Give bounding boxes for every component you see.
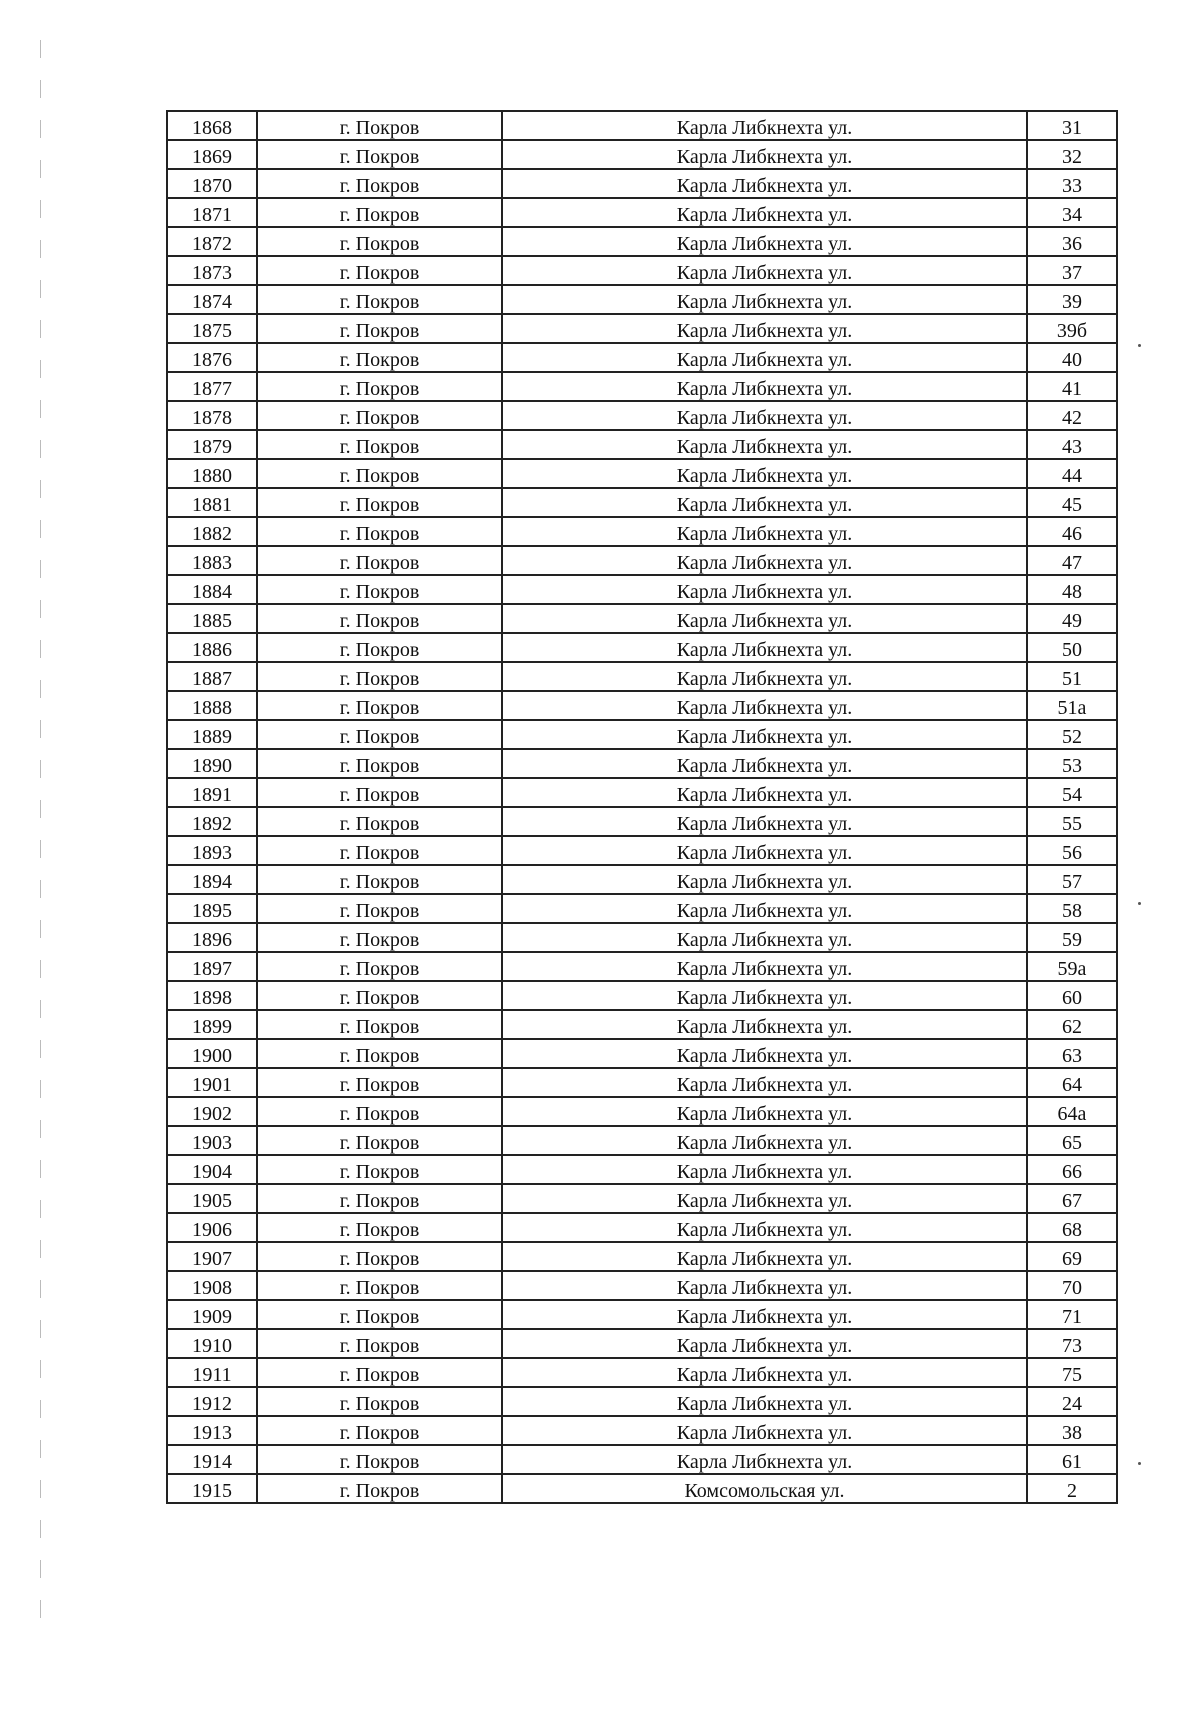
city-cell: г. Покров	[257, 459, 502, 488]
table-row	[167, 1039, 1117, 1068]
table-row	[167, 1010, 1117, 1039]
city-cell: г. Покров	[257, 720, 502, 749]
city-cell: г. Покров	[257, 140, 502, 169]
row-number-cell: 1910	[167, 1329, 257, 1358]
house-number-cell: 40	[1027, 343, 1117, 372]
row-number-cell: 1904	[167, 1155, 257, 1184]
street-cell: Карла Либкнехта ул.	[502, 1416, 1027, 1445]
row-number-cell: 1905	[167, 1184, 257, 1213]
street-cell: Карла Либкнехта ул.	[502, 169, 1027, 198]
house-number-cell: 2	[1027, 1474, 1117, 1503]
house-number-cell: 50	[1027, 633, 1117, 662]
street-cell: Карла Либкнехта ул.	[502, 343, 1027, 372]
street-cell: Карла Либкнехта ул.	[502, 1242, 1027, 1271]
row-number-cell: 1888	[167, 691, 257, 720]
street-cell: Карла Либкнехта ул.	[502, 1097, 1027, 1126]
table-row	[167, 981, 1117, 1010]
city-cell: г. Покров	[257, 1271, 502, 1300]
street-cell: Карла Либкнехта ул.	[502, 401, 1027, 430]
street-cell: Карла Либкнехта ул.	[502, 546, 1027, 575]
street-cell: Карла Либкнехта ул.	[502, 459, 1027, 488]
city-cell: г. Покров	[257, 662, 502, 691]
row-number-cell: 1877	[167, 372, 257, 401]
address-registry-table	[166, 110, 1118, 1504]
row-number-cell: 1915	[167, 1474, 257, 1503]
table-row	[167, 1097, 1117, 1126]
city-cell: г. Покров	[257, 749, 502, 778]
table-row	[167, 633, 1117, 662]
row-number-cell: 1884	[167, 575, 257, 604]
city-cell: г. Покров	[257, 1010, 502, 1039]
street-cell: Карла Либкнехта ул.	[502, 1300, 1027, 1329]
row-number-cell: 1914	[167, 1445, 257, 1474]
house-number-cell: 64	[1027, 1068, 1117, 1097]
city-cell: г. Покров	[257, 923, 502, 952]
table-row	[167, 285, 1117, 314]
street-cell: Карла Либкнехта ул.	[502, 1271, 1027, 1300]
table-row	[167, 343, 1117, 372]
house-number-cell: 39б	[1027, 314, 1117, 343]
table-row	[167, 1329, 1117, 1358]
house-number-cell: 58	[1027, 894, 1117, 923]
house-number-cell: 54	[1027, 778, 1117, 807]
row-number-cell: 1886	[167, 633, 257, 662]
row-number-cell: 1898	[167, 981, 257, 1010]
table-body	[167, 111, 1117, 1503]
scan-speck	[1138, 902, 1141, 905]
street-cell: Карла Либкнехта ул.	[502, 314, 1027, 343]
city-cell: г. Покров	[257, 1242, 502, 1271]
street-cell: Карла Либкнехта ул.	[502, 227, 1027, 256]
city-cell: г. Покров	[257, 807, 502, 836]
city-cell: г. Покров	[257, 198, 502, 227]
city-cell: г. Покров	[257, 1039, 502, 1068]
row-number-cell: 1885	[167, 604, 257, 633]
street-cell: Карла Либкнехта ул.	[502, 1358, 1027, 1387]
house-number-cell: 73	[1027, 1329, 1117, 1358]
table-row	[167, 1155, 1117, 1184]
row-number-cell: 1882	[167, 517, 257, 546]
table-row	[167, 807, 1117, 836]
house-number-cell: 70	[1027, 1271, 1117, 1300]
row-number-cell: 1895	[167, 894, 257, 923]
house-number-cell: 67	[1027, 1184, 1117, 1213]
table-row	[167, 894, 1117, 923]
street-cell: Карла Либкнехта ул.	[502, 1184, 1027, 1213]
table-row	[167, 691, 1117, 720]
scan-speck	[1138, 344, 1141, 347]
table-row	[167, 256, 1117, 285]
row-number-cell: 1878	[167, 401, 257, 430]
city-cell: г. Покров	[257, 343, 502, 372]
city-cell: г. Покров	[257, 488, 502, 517]
city-cell: г. Покров	[257, 604, 502, 633]
street-cell: Карла Либкнехта ул.	[502, 111, 1027, 140]
city-cell: г. Покров	[257, 1184, 502, 1213]
row-number-cell: 1897	[167, 952, 257, 981]
city-cell: г. Покров	[257, 778, 502, 807]
table-row	[167, 865, 1117, 894]
house-number-cell: 68	[1027, 1213, 1117, 1242]
row-number-cell: 1870	[167, 169, 257, 198]
street-cell: Карла Либкнехта ул.	[502, 285, 1027, 314]
table-row	[167, 720, 1117, 749]
street-cell: Карла Либкнехта ул.	[502, 488, 1027, 517]
city-cell: г. Покров	[257, 1445, 502, 1474]
row-number-cell: 1907	[167, 1242, 257, 1271]
table-row	[167, 575, 1117, 604]
house-number-cell: 47	[1027, 546, 1117, 575]
city-cell: г. Покров	[257, 1097, 502, 1126]
street-cell: Карла Либкнехта ул.	[502, 720, 1027, 749]
city-cell: г. Покров	[257, 894, 502, 923]
street-cell: Карла Либкнехта ул.	[502, 1155, 1027, 1184]
row-number-cell: 1911	[167, 1358, 257, 1387]
table-row	[167, 836, 1117, 865]
street-cell: Карла Либкнехта ул.	[502, 1039, 1027, 1068]
city-cell: г. Покров	[257, 575, 502, 604]
house-number-cell: 59a	[1027, 952, 1117, 981]
house-number-cell: 41	[1027, 372, 1117, 401]
row-number-cell: 1872	[167, 227, 257, 256]
table-row	[167, 430, 1117, 459]
row-number-cell: 1909	[167, 1300, 257, 1329]
table-row	[167, 546, 1117, 575]
street-cell: Карла Либкнехта ул.	[502, 633, 1027, 662]
table-row	[167, 1358, 1117, 1387]
house-number-cell: 51	[1027, 662, 1117, 691]
scan-margin-artifact	[40, 40, 41, 1640]
house-number-cell: 65	[1027, 1126, 1117, 1155]
street-cell: Карла Либкнехта ул.	[502, 807, 1027, 836]
table-row	[167, 952, 1117, 981]
row-number-cell: 1869	[167, 140, 257, 169]
table-row	[167, 169, 1117, 198]
table-row	[167, 111, 1117, 140]
street-cell: Карла Либкнехта ул.	[502, 604, 1027, 633]
street-cell: Карла Либкнехта ул.	[502, 256, 1027, 285]
house-number-cell: 37	[1027, 256, 1117, 285]
city-cell: г. Покров	[257, 1213, 502, 1242]
house-number-cell: 32	[1027, 140, 1117, 169]
row-number-cell: 1900	[167, 1039, 257, 1068]
city-cell: г. Покров	[257, 285, 502, 314]
house-number-cell: 38	[1027, 1416, 1117, 1445]
house-number-cell: 61	[1027, 1445, 1117, 1474]
house-number-cell: 56	[1027, 836, 1117, 865]
table-row	[167, 372, 1117, 401]
house-number-cell: 39	[1027, 285, 1117, 314]
row-number-cell: 1896	[167, 923, 257, 952]
street-cell: Карла Либкнехта ул.	[502, 430, 1027, 459]
city-cell: г. Покров	[257, 836, 502, 865]
row-number-cell: 1871	[167, 198, 257, 227]
house-number-cell: 52	[1027, 720, 1117, 749]
table-row	[167, 140, 1117, 169]
city-cell: г. Покров	[257, 169, 502, 198]
row-number-cell: 1881	[167, 488, 257, 517]
street-cell: Карла Либкнехта ул.	[502, 1387, 1027, 1416]
street-cell: Карла Либкнехта ул.	[502, 836, 1027, 865]
row-number-cell: 1874	[167, 285, 257, 314]
row-number-cell: 1883	[167, 546, 257, 575]
house-number-cell: 43	[1027, 430, 1117, 459]
table-row	[167, 459, 1117, 488]
house-number-cell: 45	[1027, 488, 1117, 517]
house-number-cell: 36	[1027, 227, 1117, 256]
row-number-cell: 1891	[167, 778, 257, 807]
row-number-cell: 1876	[167, 343, 257, 372]
street-cell: Карла Либкнехта ул.	[502, 1068, 1027, 1097]
row-number-cell: 1906	[167, 1213, 257, 1242]
house-number-cell: 60	[1027, 981, 1117, 1010]
table-row	[167, 198, 1117, 227]
house-number-cell: 42	[1027, 401, 1117, 430]
street-cell: Карла Либкнехта ул.	[502, 372, 1027, 401]
street-cell: Карла Либкнехта ул.	[502, 894, 1027, 923]
table-row	[167, 1445, 1117, 1474]
city-cell: г. Покров	[257, 401, 502, 430]
table-row	[167, 662, 1117, 691]
row-number-cell: 1890	[167, 749, 257, 778]
street-cell: Карла Либкнехта ул.	[502, 662, 1027, 691]
house-number-cell: 63	[1027, 1039, 1117, 1068]
row-number-cell: 1873	[167, 256, 257, 285]
row-number-cell: 1913	[167, 1416, 257, 1445]
row-number-cell: 1908	[167, 1271, 257, 1300]
city-cell: г. Покров	[257, 1358, 502, 1387]
table-row	[167, 1242, 1117, 1271]
table-row	[167, 1474, 1117, 1503]
city-cell: г. Покров	[257, 981, 502, 1010]
street-cell: Карла Либкнехта ул.	[502, 1126, 1027, 1155]
row-number-cell: 1875	[167, 314, 257, 343]
row-number-cell: 1912	[167, 1387, 257, 1416]
row-number-cell: 1894	[167, 865, 257, 894]
house-number-cell: 51a	[1027, 691, 1117, 720]
row-number-cell: 1902	[167, 1097, 257, 1126]
street-cell: Карла Либкнехта ул.	[502, 140, 1027, 169]
street-cell: Карла Либкнехта ул.	[502, 865, 1027, 894]
city-cell: г. Покров	[257, 314, 502, 343]
table-row	[167, 517, 1117, 546]
street-cell: Карла Либкнехта ул.	[502, 1213, 1027, 1242]
city-cell: г. Покров	[257, 227, 502, 256]
street-cell: Карла Либкнехта ул.	[502, 749, 1027, 778]
house-number-cell: 75	[1027, 1358, 1117, 1387]
city-cell: г. Покров	[257, 1126, 502, 1155]
table-row	[167, 1387, 1117, 1416]
table-row	[167, 1271, 1117, 1300]
city-cell: г. Покров	[257, 256, 502, 285]
table-row	[167, 1213, 1117, 1242]
city-cell: г. Покров	[257, 517, 502, 546]
table-row	[167, 1068, 1117, 1097]
city-cell: г. Покров	[257, 952, 502, 981]
city-cell: г. Покров	[257, 1387, 502, 1416]
table-row	[167, 1416, 1117, 1445]
street-cell: Карла Либкнехта ул.	[502, 778, 1027, 807]
house-number-cell: 33	[1027, 169, 1117, 198]
street-cell: Карла Либкнехта ул.	[502, 691, 1027, 720]
house-number-cell: 71	[1027, 1300, 1117, 1329]
table-row	[167, 1300, 1117, 1329]
street-cell: Карла Либкнехта ул.	[502, 1329, 1027, 1358]
city-cell: г. Покров	[257, 430, 502, 459]
house-number-cell: 46	[1027, 517, 1117, 546]
city-cell: г. Покров	[257, 372, 502, 401]
row-number-cell: 1868	[167, 111, 257, 140]
city-cell: г. Покров	[257, 1155, 502, 1184]
table-row	[167, 401, 1117, 430]
house-number-cell: 44	[1027, 459, 1117, 488]
house-number-cell: 57	[1027, 865, 1117, 894]
row-number-cell: 1899	[167, 1010, 257, 1039]
house-number-cell: 59	[1027, 923, 1117, 952]
street-cell: Карла Либкнехта ул.	[502, 952, 1027, 981]
table-row	[167, 923, 1117, 952]
row-number-cell: 1889	[167, 720, 257, 749]
house-number-cell: 49	[1027, 604, 1117, 633]
row-number-cell: 1879	[167, 430, 257, 459]
house-number-cell: 53	[1027, 749, 1117, 778]
city-cell: г. Покров	[257, 1474, 502, 1503]
house-number-cell: 48	[1027, 575, 1117, 604]
table-row	[167, 1126, 1117, 1155]
table-row	[167, 778, 1117, 807]
city-cell: г. Покров	[257, 1300, 502, 1329]
street-cell: Карла Либкнехта ул.	[502, 923, 1027, 952]
street-cell: Карла Либкнехта ул.	[502, 1010, 1027, 1039]
street-cell: Карла Либкнехта ул.	[502, 198, 1027, 227]
table-row	[167, 227, 1117, 256]
row-number-cell: 1893	[167, 836, 257, 865]
city-cell: г. Покров	[257, 691, 502, 720]
house-number-cell: 31	[1027, 111, 1117, 140]
row-number-cell: 1880	[167, 459, 257, 488]
city-cell: г. Покров	[257, 633, 502, 662]
table-row	[167, 314, 1117, 343]
house-number-cell: 34	[1027, 198, 1117, 227]
table-row	[167, 488, 1117, 517]
house-number-cell: 24	[1027, 1387, 1117, 1416]
house-number-cell: 55	[1027, 807, 1117, 836]
house-number-cell: 62	[1027, 1010, 1117, 1039]
street-cell: Комсомольская ул.	[502, 1474, 1027, 1503]
table-row	[167, 604, 1117, 633]
street-cell: Карла Либкнехта ул.	[502, 981, 1027, 1010]
street-cell: Карла Либкнехта ул.	[502, 517, 1027, 546]
street-cell: Карла Либкнехта ул.	[502, 1445, 1027, 1474]
row-number-cell: 1892	[167, 807, 257, 836]
house-number-cell: 64a	[1027, 1097, 1117, 1126]
table-row	[167, 749, 1117, 778]
row-number-cell: 1903	[167, 1126, 257, 1155]
table-row	[167, 1184, 1117, 1213]
scan-speck	[1138, 1462, 1141, 1465]
city-cell: г. Покров	[257, 111, 502, 140]
city-cell: г. Покров	[257, 1416, 502, 1445]
street-cell: Карла Либкнехта ул.	[502, 575, 1027, 604]
row-number-cell: 1887	[167, 662, 257, 691]
city-cell: г. Покров	[257, 1068, 502, 1097]
house-number-cell: 66	[1027, 1155, 1117, 1184]
city-cell: г. Покров	[257, 865, 502, 894]
house-number-cell: 69	[1027, 1242, 1117, 1271]
city-cell: г. Покров	[257, 1329, 502, 1358]
city-cell: г. Покров	[257, 546, 502, 575]
row-number-cell: 1901	[167, 1068, 257, 1097]
